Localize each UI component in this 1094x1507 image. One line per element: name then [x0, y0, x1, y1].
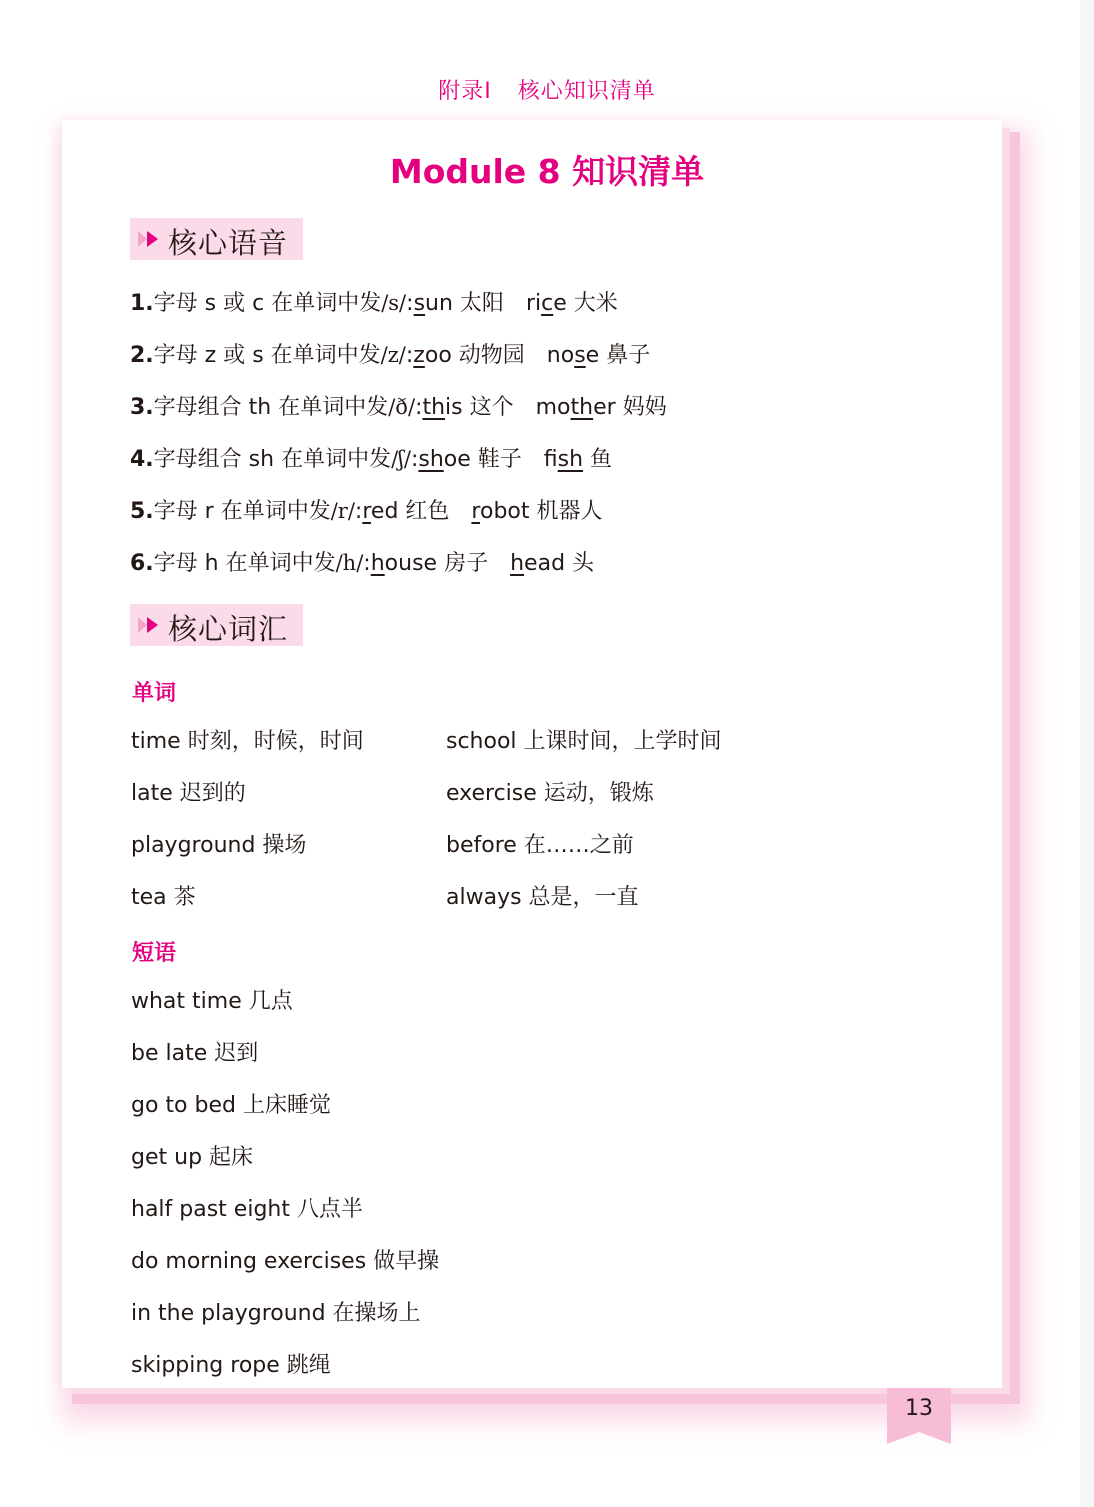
colon: :	[354, 499, 363, 524]
word-item: always 总是，一直	[446, 885, 639, 910]
phonics-ipa: /s/	[381, 291, 407, 315]
example-word: house	[370, 551, 438, 576]
phonics-description: 字母 z 或 s 在单词中发	[153, 343, 381, 368]
word-item: tea 茶	[131, 885, 196, 910]
example-meaning: 妈妈	[622, 395, 667, 420]
example-meaning: 红色	[405, 499, 450, 524]
example-word: shoe	[418, 447, 471, 472]
phrase-item: half past eight 八点半	[131, 1197, 363, 1222]
section-title-phonics: 核心语音	[168, 226, 289, 260]
example-meaning: 鼻子	[606, 343, 651, 368]
phrase-item: skipping rope 跳绳	[131, 1353, 331, 1378]
phonics-number: 5.	[130, 499, 154, 524]
word-item: before 在……之前	[446, 833, 634, 858]
colon: :	[410, 447, 419, 472]
example-word: head	[510, 551, 566, 576]
phrase-item: be late 迟到	[131, 1041, 259, 1066]
phrase-item: what time 几点	[131, 989, 293, 1014]
section-title-vocab: 核心词汇	[168, 612, 289, 646]
phonics-number: 4.	[130, 447, 154, 472]
example-meaning: 机器人	[536, 499, 603, 524]
page-title: Module 8 知识清单	[389, 152, 705, 191]
page-number-tab	[887, 1388, 951, 1444]
phonics-number: 6.	[130, 551, 154, 576]
example-meaning: 鞋子	[477, 447, 522, 472]
phonics-description: 字母组合 th 在单词中发	[153, 395, 389, 420]
phonics-ipa: /h/	[335, 551, 364, 575]
example-word: nose	[546, 343, 600, 368]
phonics-ipa: /r/	[330, 499, 355, 523]
example-word: mother	[535, 395, 616, 420]
page-edge-strip	[1080, 0, 1094, 1507]
word-item: exercise 运动，锻炼	[446, 781, 654, 806]
phonics-description: 字母组合 sh 在单词中发	[153, 447, 392, 472]
phonics-ipa: /ð/	[388, 395, 416, 419]
phonics-description: 字母 h 在单词中发	[153, 551, 336, 576]
double-arrow-icon	[138, 615, 162, 635]
example-word: red	[362, 499, 399, 524]
phonics-number: 3.	[130, 395, 154, 420]
phonics-line	[130, 392, 667, 423]
running-head-appendix: 附录Ⅰ	[438, 79, 492, 104]
phrase-item: in the playground 在操场上	[131, 1301, 421, 1326]
colon: :	[415, 395, 423, 420]
colon: :	[363, 551, 371, 576]
phonics-line	[130, 288, 618, 319]
phonics-number: 2.	[130, 343, 154, 368]
phonics-ipa: /z/	[380, 343, 406, 367]
example-meaning: 头	[572, 551, 595, 576]
section-header-vocab	[130, 604, 303, 646]
colon: :	[406, 291, 414, 316]
phonics-ipa: /ʃ/	[391, 447, 411, 471]
running-head	[0, 74, 1094, 105]
words-heading: 单词	[132, 681, 177, 706]
example-meaning: 动物园	[458, 343, 525, 368]
section-header-phonics	[130, 218, 303, 260]
example-meaning: 鱼	[590, 447, 613, 472]
phonics-number: 1.	[130, 291, 154, 316]
double-arrow-icon	[138, 229, 162, 249]
word-item: playground 操场	[131, 833, 307, 858]
phonics-line	[130, 444, 612, 475]
word-item: late 迟到的	[131, 781, 246, 806]
phrases-heading: 短语	[132, 941, 177, 966]
example-word: robot	[471, 499, 530, 524]
example-meaning: 太阳	[459, 291, 504, 316]
phonics-description: 字母 s 或 c 在单词中发	[153, 291, 382, 316]
phonics-line	[130, 340, 650, 371]
colon: :	[405, 343, 414, 368]
page-number: 13	[905, 1396, 933, 1421]
running-head-title: 核心知识清单	[517, 79, 656, 104]
word-item: time 时刻，时候，时间	[131, 729, 364, 754]
phonics-description: 字母 r 在单词中发	[153, 499, 331, 524]
example-meaning: 这个	[469, 395, 514, 420]
example-word: sun	[413, 291, 453, 316]
phrase-item: get up 起床	[131, 1145, 254, 1170]
example-meaning: 大米	[573, 291, 618, 316]
phonics-line	[130, 548, 594, 579]
example-word: rice	[525, 291, 567, 316]
phrase-item: go to bed 上床睡觉	[131, 1093, 331, 1118]
word-item: school 上课时间，上学时间	[446, 729, 722, 754]
phrase-item: do morning exercises 做早操	[131, 1249, 440, 1274]
phonics-line	[130, 496, 603, 527]
example-word: zoo	[413, 343, 452, 368]
example-word: fish	[543, 447, 584, 472]
example-meaning: 房子	[444, 551, 489, 576]
example-word: this	[422, 395, 463, 420]
